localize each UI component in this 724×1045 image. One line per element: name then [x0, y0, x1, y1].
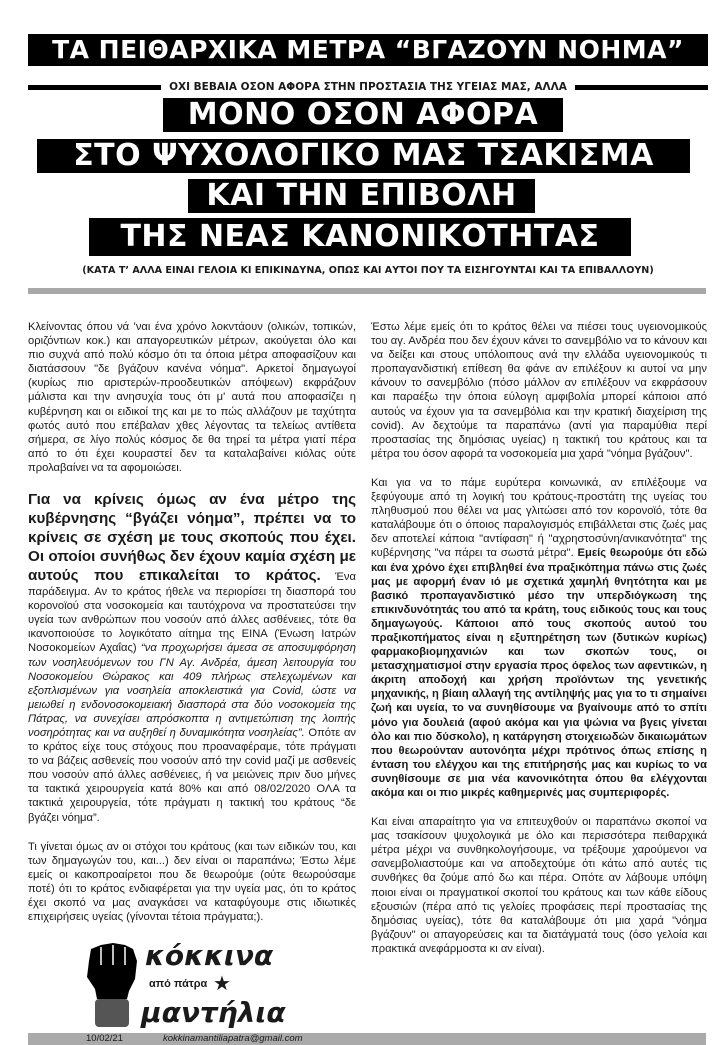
- body-text: Και για να το πάμε ευρύτερα κοινωνικά, αν επιλέξουμε να ξεφύγουμε από τη λογική του κράτους-προστάτη της υγείας του πληθυσμού που θέλει να μας γλιτώσει από τον κορονοϊό, τότε θα καταλάβουμε ότι ο όποιος παραλογισμός επιβάλλεται στις ζωές μας δεν αποτελεί κάποια "αντίφαση" ή "αχρηστοσύνη/ανικανότητα" της κυβέρνησης "να πάρει τα σωστά μέτρα".: [371, 476, 707, 560]
- subtitle: ΟΧΙ ΒΕΒΑΙΑ ΟΣΟΝ ΑΦΟΡΑ ΣΤΗΝ ΠΡΟΣΤΑΣΙΑ ΤΗΣ ΥΓΕΙΑΣ ΜΑΣ, ΑΛΛΑ: [169, 81, 567, 93]
- lead-text: Για να κρίνεις όμως αν ένα μέτρο της κυβέρνησης “βγάζει νόημα”, πρέπει να το κρίνεις σε σχέση με τους σκοπούς που έχει. Οι οποίοι συνήθως δεν έχουν καμία σχέση με αυτούς που επικαλείται το κράτος.: [28, 491, 356, 585]
- left-column: [28, 320, 356, 1031]
- headline-line-4: ΤΗΣ ΝΕΑΣ ΚΑΝΟΝΙΚΟΤΗΤΑΣ: [89, 218, 631, 256]
- body-text: Οπότε αν το κράτος είχε τους στόχους που προαναφέραμε, τότε πράγματι το να βάζεις ασθενείς που νοσούν από την covid μαζί με ασθενείς που νοσούν από άλλες ασθένειες, ή να μειώνεις πριν δυο μήνες τα τακτικά χειρουργεία κατά 80% και από 08/02/2020 ΟΛΑ τα τακτικά χειρουργεία, τότε πράγματι η τακτική του κράτους “δε βγάζει νόημα”.: [28, 726, 357, 824]
- divider: [28, 85, 161, 90]
- email-link[interactable]: kokkinamantiliapatra@gmail.com: [163, 1033, 303, 1045]
- paragraph: Κλείνοντας όπου νά 'ναι ένα χρόνο λοκντάουν (ολικών, τοπικών, οριζόντιων κοκ.) και απαγορευτικών μέτρων, ακούγεται όλο και πιο συχνά από πολύ κόσμο ότι τα όποια μέτρα αποφασίζουν και διατάσσουν "δε βγάζουν κανένα νόημα". Αρκετοί δημαγωγοί (κυρίως πιο αριστερών-προοδευτικών απόψεων) εκφράζουν μάλιστα και την ανησυχία τους ότι μ' αυτά που αποφασίζει η κυβέρνηση και οι ειδικοί της και με το πώς αλλάζουν με ταχύτητα φωτός αυτό που επέβαλαν χθες λέγοντας τα τελείως αντίθετα σήμερα, σε λίγο πολύς κόσμος δε θα τηρεί τα μέτρα γιατί πέρα από το ότι έχει κουραστεί δεν τα καταλαβαίνει κιόλας ούτε προλαβαίνει να τα αφομοιώσει.: [28, 321, 356, 474]
- star-icon: ★: [213, 973, 231, 996]
- paragraph: Και είναι απαραίτητο για να επιτευχθούν οι παραπάνω σκοποί να μας τσακίσουν ψυχολογικά με όλο και περισσότερα πειθαρχικά μέτρα μέχρι να συνθηκολογήσουμε, να τρέξουμε χαρούμενοι να σανεμβολιαστούμε και να αποδεχτούμε ότι κάτω από αυτές τις συνθήκες θα ζούμε από δω και πέρα. Οπότε αν λάβουμε υπόψη ποιοι είναι οι πραγματικοί σκοποί του κράτους και των κάθε είδους εξουσιών (πέρα από τις γελοίες προφάσεις περί προστασίας της δημόσιας υγείας), τότε θα καταλάβουμε ότι μια χαρά "νόημα βγάζουν" οι απαγορεύσεις και τα διατάγματά τους (όσο γελοία και πρακτικά ανεφάρμοστα κι αν είναι).: [371, 816, 707, 955]
- logo: [83, 939, 286, 1031]
- footer-bar: [28, 1033, 706, 1045]
- paragraph: Τι γίνεται όμως αν οι στόχοι του κράτους (και των ειδικών του, και των δημαγωγών του, και...) δεν είναι οι παραπάνω; Έστω λέμε εμείς οι κακοπροαίρετοι που δε θεωρούμε (ούτε θεωρούσαμε ποτέ) ότι το κράτος ενδιαφέρεται για την υγεία μας, ότι το κράτος έχει σκοπό να μας αναγκάσει να καταφύγουμε στις ιδιωτικές επιχειρήσεις υγείας (γίνονται τέτοια πράγματα;).: [28, 840, 356, 924]
- paragraph: Έστω λέμε εμείς ότι το κράτος θέλει να πιέσει τους υγειονομικούς του αγ. Ανδρέα που δεν έχουν κάνει το σανεμβόλιο να το κάνουν και να δείξει και στους υπόλοιπους ανά την ελλάδα υγειονομικούς τι προπαγανδιστική επίθεση θα φάνε αν επιλέξουν κι αυτοί να μην κάνουν το σανεμβόλιο (πόσο μάλλον αν επιλέξουν να εκφράσουν και παραέξω την όποια εύλογη αμφιβολία μπορεί κάποιοι από αυτούς να έχουν για τα σανεμβόλια και την κρατική διαχείριση της covid). Αν δεχτούμε τα παραπάνω (αντί για παραμύθια περί προστασίας της δημόσιας υγείας) η τακτική του κράτους και τα μέτρα του όσον αφορά τα νοσοκομεία μια χαρά "νόημα βγάζουν".: [371, 321, 707, 460]
- logo-text: κόκκινα: [145, 939, 274, 973]
- logo-text: από πάτρα: [149, 978, 208, 991]
- headline-line-2: ΣΤΟ ΨΥΧΟΛΟΓΙΚΟ ΜΑΣ ΤΣΑΚΙΣΜΑ: [37, 139, 690, 173]
- paragraph: [371, 476, 707, 800]
- quote-text: “να προχωρήσει άμεσα σε αποσυμφόρηση των νοσηλευόμενων του ΓΝ Αγ. Ανδρέα, άμεση λειτουργία του Νοσοκομείου Θώρακος και 409 πλήρως στελεχωμένων και εξοπλισμένων για νοσηλεία αποκλειστικά για Covid, ώστε να μειωθεί η ενδονοσοκομειακή διασπορά στα δύο νοσοκομεία της Πάτρας, να συνεχίσει απρόσκοπτα η αντιμετώπιση της λοιπής νοσηρότητας και να αυξηθεί η δυναμικότητα νοσηλείας”.: [28, 642, 356, 739]
- headline-line-1: ΜΟΝΟ ΟΣΟΝ ΑΦΟΡΑ: [163, 98, 563, 132]
- parenthetical-note: (ΚΑΤΑ Τ’ ΑΛΛΑ ΕΙΝΑΙ ΓΕΛΟΙΑ ΚΙ ΕΠΙΚΙΝΔΥΝΑ, ΟΠΩΣ ΚΑΙ ΑΥΤΟΙ ΠΟΥ ΤΑ ΕΙΣΗΓΟΥΝΤΑΙ ΚΑΙ ΤΑ ΕΠΙΒΑΛΛΟΥΝ): [82, 265, 654, 276]
- headline-line-3: ΚΑΙ ΤΗΝ ΕΠΙΒΟΛΗ: [188, 179, 535, 213]
- date: 10/02/21: [86, 1033, 123, 1045]
- body-text: Ένα παράδειγμα. Αν το κράτος ήθελε να περιορίσει τη διασπορά του κορονοϊού στα νοσοκομεία και ταυτόχρονα να προστατεύσει την υγεία των ανθρώπων που νοσούν από άλλες ασθένειες, τότε θα ικανοποιούσε το λογικότατο αίτημα της ΕΙΝΑ (Ένωση Ιατρών Νοσοκομείων Αχαΐας): [28, 571, 356, 655]
- poster-title: ΤΑ ΠΕΙΘΑΡΧΙΚΑ ΜΕΤΡΑ “ΒΓΑΖΟΥΝ ΝΟΗΜΑ”: [28, 34, 708, 66]
- logo-text: μαντήλια: [141, 996, 286, 1030]
- paragraph: [28, 490, 356, 825]
- bold-text: Εμείς θεωρούμε ότι εδώ και ένα χρόνο έχει επιβληθεί ένα πραξικόπημα πάνω στις ζωές μας με αφορμή έναν ιό με σχετικά χαμηλή θνητότητα και με βασικό προπαγανδιστικό μέσο την υπερδιόγκωση της επικινδυνότητάς του από τα κράτη, τους ειδικούς τους και τους δημαγωγούς. Κάποιοι από τους σκοπούς αυτού του πραξικοπήματος είναι η εξυπηρέτηση των (δυτικών κυρίως) φαρμακοβιομηχανιών και των σκοπών τους, οι μετασχηματισμοί στην εργασία προς όφελος των αφεντικών, η άκριτη αποδοχή και χρήση προϊόντων της γενετικής μηχανικής, η βίαιη αλλαγή της αντίληψής μας για το τι σημαίνει ζωή και υγεία, το να συνηθίσουμε να βγαίνουμε από το σπίτι μόνο για δουλειά (αφού ακόμα και για ψώνια να βγεις γίνεται όλο και πιο δύσκολο), η κατάργηση στοιχειωδών δικαιωμάτων που θεωρούνταν αυτονόητα μέχρι πρότινος όπως επίσης η ένταση του ελέγχου και της επιτήρησής μας και κυρίως το να συνηθίσουμε σε μια νέα κανονικότητα όπου θα ελέγχονται ακόμα και οι πιο μικρές καθημερινές μας συμπεριφορές.: [371, 547, 708, 799]
- divider: [575, 85, 708, 90]
- subtitle-row: [28, 80, 708, 94]
- columns: [28, 320, 707, 1031]
- right-column: [371, 320, 707, 971]
- divider: [28, 288, 706, 294]
- raised-fist-icon: [83, 939, 141, 1029]
